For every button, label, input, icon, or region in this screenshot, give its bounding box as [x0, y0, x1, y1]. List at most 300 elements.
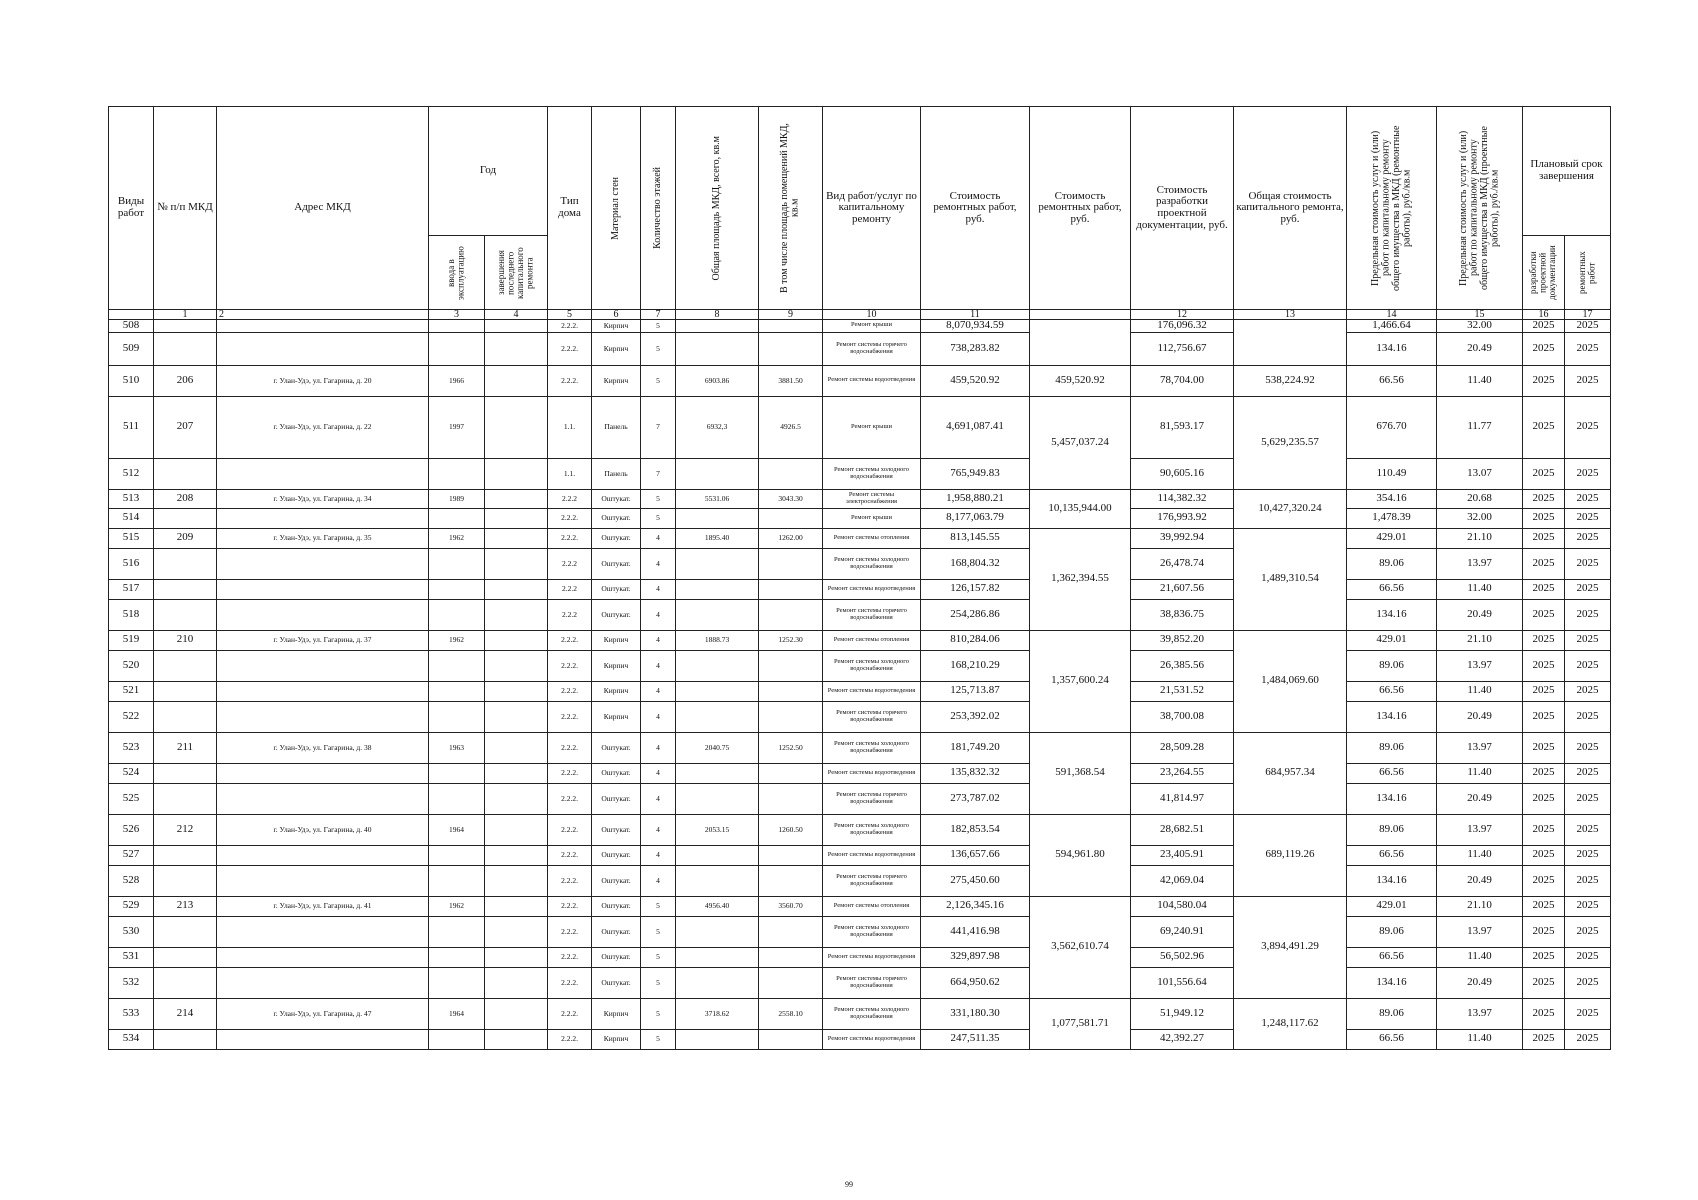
- cell-premises-area: [759, 681, 823, 701]
- cell-address: г. Улан-Удэ, ул. Гагарина, д. 34: [217, 489, 429, 508]
- cell-design-cost: 21,531.52: [1131, 681, 1234, 701]
- cell-work-type: Ремонт системы водоотведения: [823, 763, 921, 783]
- cell-limit-repair: 134.16: [1347, 599, 1437, 630]
- cell-repair-cost: 1,958,880.21: [921, 489, 1030, 508]
- cell-design-cost: 21,607.56: [1131, 579, 1234, 599]
- cell-work-type: Ремонт системы электроснабжения: [823, 489, 921, 508]
- cell-house-type: 2.2.2.: [548, 865, 592, 896]
- cell-row-number: 519: [109, 630, 154, 650]
- cell-deadline-design: 2025: [1523, 599, 1565, 630]
- header-year-last-repair: [485, 236, 548, 310]
- cell-repair-cost: 813,145.55: [921, 528, 1030, 548]
- cell-floors: 4: [641, 528, 676, 548]
- cell-floors: 4: [641, 630, 676, 650]
- table-row: [109, 701, 1611, 732]
- table-row: [109, 845, 1611, 865]
- cell-year-commissioning: 1964: [429, 814, 485, 845]
- header-deadline-repair: [1565, 236, 1611, 310]
- cell-deadline-design: 2025: [1523, 814, 1565, 845]
- cell-address: г. Улан-Удэ, ул. Гагарина, д. 40: [217, 814, 429, 845]
- cell-house-type: 2.2.2.: [548, 896, 592, 916]
- cell-year-commissioning: [429, 681, 485, 701]
- cell-mkd-number: [154, 763, 217, 783]
- cell-year-last-repair: [485, 845, 548, 865]
- cell-repair-cost: 168,804.32: [921, 548, 1030, 579]
- cell-premises-area: [759, 916, 823, 947]
- cell-total-area: [676, 865, 759, 896]
- cell-year-commissioning: 1966: [429, 365, 485, 396]
- cell-floors: 5: [641, 489, 676, 508]
- cell-wall-material: Кирпич: [592, 701, 641, 732]
- cell-work-type: Ремонт системы горячего водоснабжения: [823, 599, 921, 630]
- cell-deadline-repair: 2025: [1565, 896, 1611, 916]
- cell-total-area: 2053.15: [676, 814, 759, 845]
- cell-mkd-number: [154, 650, 217, 681]
- cell-repair-cost: 253,392.02: [921, 701, 1030, 732]
- cell-mkd-number: [154, 845, 217, 865]
- cell-limit-design: 20.49: [1437, 865, 1523, 896]
- cell-house-type: 2.2.2.: [548, 332, 592, 365]
- colnum-3: 3: [429, 310, 485, 320]
- cell-repair-cost: 441,416.98: [921, 916, 1030, 947]
- cell-deadline-design: 2025: [1523, 681, 1565, 701]
- cell-limit-design: 11.40: [1437, 947, 1523, 967]
- cell-year-commissioning: [429, 967, 485, 998]
- cell-limit-repair: 429.01: [1347, 630, 1437, 650]
- cell-mkd-number: [154, 320, 217, 333]
- cell-repair-cost-total: 459,520.92: [1030, 365, 1131, 396]
- cell-limit-design: 20.49: [1437, 701, 1523, 732]
- cell-design-cost: 26,478.74: [1131, 548, 1234, 579]
- register-page: [108, 106, 1610, 1050]
- cell-deadline-repair: 2025: [1565, 998, 1611, 1029]
- cell-limit-design: 11.40: [1437, 681, 1523, 701]
- cell-year-last-repair: [485, 947, 548, 967]
- cell-address: [217, 783, 429, 814]
- cell-limit-repair: 66.56: [1347, 681, 1437, 701]
- cell-limit-design: 20.49: [1437, 332, 1523, 365]
- cell-row-number: 514: [109, 508, 154, 528]
- cell-limit-repair: 66.56: [1347, 579, 1437, 599]
- cell-total-area: 4956.40: [676, 896, 759, 916]
- cell-deadline-repair: 2025: [1565, 489, 1611, 508]
- cell-address: г. Улан-Удэ, ул. Гагарина, д. 22: [217, 396, 429, 458]
- repair-plan-table: [108, 106, 1611, 1050]
- cell-address: г. Улан-Удэ, ул. Гагарина, д. 41: [217, 896, 429, 916]
- cell-design-cost: 41,814.97: [1131, 783, 1234, 814]
- cell-deadline-repair: 2025: [1565, 579, 1611, 599]
- cell-work-type: Ремонт системы холодного водоснабжения: [823, 458, 921, 489]
- cell-repair-cost: 181,749.20: [921, 732, 1030, 763]
- cell-premises-area: 1262.00: [759, 528, 823, 548]
- cell-deadline-design: 2025: [1523, 998, 1565, 1029]
- cell-year-last-repair: [485, 489, 548, 508]
- cell-year-last-repair: [485, 763, 548, 783]
- table-row: [109, 947, 1611, 967]
- cell-row-number: 528: [109, 865, 154, 896]
- cell-deadline-repair: 2025: [1565, 967, 1611, 998]
- cell-wall-material: Оштукат.: [592, 814, 641, 845]
- cell-wall-material: Кирпич: [592, 681, 641, 701]
- cell-year-commissioning: [429, 845, 485, 865]
- cell-address: [217, 916, 429, 947]
- colnum-9: 9: [759, 310, 823, 320]
- cell-wall-material: Оштукат.: [592, 763, 641, 783]
- cell-limit-design: 11.40: [1437, 1029, 1523, 1049]
- cell-year-commissioning: 1997: [429, 396, 485, 458]
- cell-design-cost: 42,069.04: [1131, 865, 1234, 896]
- cell-premises-area: 1252.50: [759, 732, 823, 763]
- colnum-5: 5: [548, 310, 592, 320]
- cell-limit-repair: 134.16: [1347, 783, 1437, 814]
- cell-wall-material: Кирпич: [592, 332, 641, 365]
- cell-work-type: Ремонт системы горячего водоснабжения: [823, 967, 921, 998]
- cell-house-type: 2.2.2.: [548, 365, 592, 396]
- cell-wall-material: Оштукат.: [592, 508, 641, 528]
- cell-repair-cost-total: 5,457,037.24: [1030, 396, 1131, 489]
- cell-deadline-repair: 2025: [1565, 916, 1611, 947]
- cell-wall-material: Оштукат.: [592, 947, 641, 967]
- cell-deadline-repair: 2025: [1565, 630, 1611, 650]
- cell-limit-repair: 134.16: [1347, 332, 1437, 365]
- cell-repair-cost: 135,832.32: [921, 763, 1030, 783]
- cell-premises-area: [759, 650, 823, 681]
- header-floors: [641, 107, 676, 310]
- cell-row-number: 511: [109, 396, 154, 458]
- cell-deadline-repair: 2025: [1565, 814, 1611, 845]
- cell-mkd-number: 211: [154, 732, 217, 763]
- cell-row-number: 523: [109, 732, 154, 763]
- cell-design-cost: 51,949.12: [1131, 998, 1234, 1029]
- cell-design-cost: 28,682.51: [1131, 814, 1234, 845]
- cell-deadline-repair: 2025: [1565, 528, 1611, 548]
- table-row: [109, 783, 1611, 814]
- cell-deadline-repair: 2025: [1565, 458, 1611, 489]
- cell-deadline-design: 2025: [1523, 630, 1565, 650]
- header-nomer-mkd: № п/п МКД: [154, 107, 217, 310]
- cell-house-type: 2.2.2.: [548, 732, 592, 763]
- cell-year-last-repair: [485, 650, 548, 681]
- cell-year-last-repair: [485, 1029, 548, 1049]
- colnum-15: 15: [1437, 310, 1523, 320]
- header-vid-rabot: Виды работ: [109, 107, 154, 310]
- cell-design-cost: 39,992.94: [1131, 528, 1234, 548]
- cell-premises-area: [759, 332, 823, 365]
- cell-wall-material: Кирпич: [592, 650, 641, 681]
- cell-deadline-repair: 2025: [1565, 332, 1611, 365]
- table-row: [109, 814, 1611, 845]
- cell-total-area: [676, 508, 759, 528]
- cell-work-type: Ремонт системы горячего водоснабжения: [823, 783, 921, 814]
- cell-house-type: 2.2.2.: [548, 681, 592, 701]
- cell-premises-area: [759, 865, 823, 896]
- cell-mkd-number: [154, 1029, 217, 1049]
- cell-design-cost: 101,556.64: [1131, 967, 1234, 998]
- cell-total-cost: 689,119.26: [1234, 814, 1347, 896]
- table-body: [109, 320, 1611, 1050]
- cell-deadline-repair: 2025: [1565, 1029, 1611, 1049]
- cell-limit-design: 20.49: [1437, 783, 1523, 814]
- cell-limit-repair: 429.01: [1347, 896, 1437, 916]
- cell-limit-design: 21.10: [1437, 896, 1523, 916]
- header-floors-text: Количество этажей: [651, 167, 663, 249]
- cell-premises-area: [759, 548, 823, 579]
- cell-premises-area: [759, 1029, 823, 1049]
- cell-row-number: 508: [109, 320, 154, 333]
- cell-repair-cost: 126,157.82: [921, 579, 1030, 599]
- cell-total-area: [676, 967, 759, 998]
- cell-premises-area: 4926.5: [759, 396, 823, 458]
- table-row: [109, 396, 1611, 458]
- cell-row-number: 509: [109, 332, 154, 365]
- cell-address: [217, 320, 429, 333]
- cell-year-last-repair: [485, 579, 548, 599]
- cell-year-last-repair: [485, 701, 548, 732]
- cell-total-area: 6903.86: [676, 365, 759, 396]
- cell-deadline-repair: 2025: [1565, 365, 1611, 396]
- cell-premises-area: 1252.30: [759, 630, 823, 650]
- cell-total-area: [676, 548, 759, 579]
- cell-year-last-repair: [485, 916, 548, 947]
- cell-deadline-repair: 2025: [1565, 548, 1611, 579]
- cell-limit-repair: 66.56: [1347, 947, 1437, 967]
- cell-repair-cost: 459,520.92: [921, 365, 1030, 396]
- cell-repair-cost: 2,126,345.16: [921, 896, 1030, 916]
- cell-year-commissioning: 1962: [429, 528, 485, 548]
- cell-repair-cost: 738,283.82: [921, 332, 1030, 365]
- cell-floors: 5: [641, 365, 676, 396]
- colnum-11: 11: [921, 310, 1030, 320]
- cell-year-last-repair: [485, 508, 548, 528]
- table-row: [109, 681, 1611, 701]
- cell-deadline-design: 2025: [1523, 896, 1565, 916]
- cell-total-cost: 1,489,310.54: [1234, 528, 1347, 630]
- cell-work-type: Ремонт крыши: [823, 396, 921, 458]
- cell-design-cost: 23,405.91: [1131, 845, 1234, 865]
- colnum-6: 6: [592, 310, 641, 320]
- cell-premises-area: [759, 701, 823, 732]
- cell-total-cost: 538,224.92: [1234, 365, 1347, 396]
- cell-floors: 4: [641, 845, 676, 865]
- cell-mkd-number: [154, 967, 217, 998]
- cell-floors: 4: [641, 783, 676, 814]
- cell-work-type: Ремонт системы водоотведения: [823, 845, 921, 865]
- cell-year-last-repair: [485, 365, 548, 396]
- cell-year-commissioning: [429, 332, 485, 365]
- cell-year-last-repair: [485, 548, 548, 579]
- table-row: [109, 548, 1611, 579]
- cell-limit-design: 13.97: [1437, 548, 1523, 579]
- cell-year-commissioning: [429, 916, 485, 947]
- cell-deadline-design: 2025: [1523, 783, 1565, 814]
- cell-work-type: Ремонт крыши: [823, 508, 921, 528]
- cell-limit-repair: 89.06: [1347, 732, 1437, 763]
- cell-wall-material: Оштукат.: [592, 528, 641, 548]
- cell-floors: 4: [641, 865, 676, 896]
- cell-repair-cost-total: [1030, 320, 1131, 366]
- cell-wall-material: Оштукат.: [592, 548, 641, 579]
- cell-total-area: [676, 579, 759, 599]
- cell-mkd-number: [154, 916, 217, 947]
- cell-mkd-number: [154, 783, 217, 814]
- cell-floors: 4: [641, 763, 676, 783]
- cell-premises-area: [759, 783, 823, 814]
- cell-repair-cost: 182,853.54: [921, 814, 1030, 845]
- header-deadline-repair-text: ремонтных работ: [1577, 251, 1597, 294]
- cell-total-area: [676, 332, 759, 365]
- cell-deadline-repair: 2025: [1565, 845, 1611, 865]
- cell-deadline-repair: 2025: [1565, 650, 1611, 681]
- cell-limit-repair: 66.56: [1347, 763, 1437, 783]
- cell-address: [217, 947, 429, 967]
- cell-premises-area: [759, 320, 823, 333]
- cell-design-cost: 38,700.08: [1131, 701, 1234, 732]
- cell-house-type: 2.2.2: [548, 599, 592, 630]
- cell-year-commissioning: [429, 865, 485, 896]
- colnum-16: 16: [1523, 310, 1565, 320]
- cell-limit-repair: 1,466.64: [1347, 320, 1437, 333]
- colnum-17: 17: [1565, 310, 1611, 320]
- table-header: [109, 107, 1611, 320]
- cell-address: [217, 548, 429, 579]
- cell-floors: 5: [641, 916, 676, 947]
- cell-deadline-repair: 2025: [1565, 763, 1611, 783]
- cell-work-type: Ремонт системы отопления: [823, 896, 921, 916]
- cell-row-number: 518: [109, 599, 154, 630]
- colnum-7: 7: [641, 310, 676, 320]
- header-address: Адрес МКД: [217, 107, 429, 310]
- cell-work-type: Ремонт системы холодного водоснабжения: [823, 548, 921, 579]
- cell-repair-cost: 810,284.06: [921, 630, 1030, 650]
- header-limit-repair: [1347, 107, 1437, 310]
- cell-row-number: 526: [109, 814, 154, 845]
- cell-premises-area: [759, 458, 823, 489]
- cell-mkd-number: 208: [154, 489, 217, 508]
- cell-repair-cost: 8,177,063.79: [921, 508, 1030, 528]
- cell-year-last-repair: [485, 320, 548, 333]
- cell-wall-material: Оштукат.: [592, 967, 641, 998]
- cell-limit-repair: 134.16: [1347, 967, 1437, 998]
- cell-mkd-number: 209: [154, 528, 217, 548]
- cell-wall-material: Оштукат.: [592, 599, 641, 630]
- cell-house-type: 2.2.2.: [548, 947, 592, 967]
- cell-deadline-repair: 2025: [1565, 681, 1611, 701]
- cell-deadline-design: 2025: [1523, 332, 1565, 365]
- cell-wall-material: Кирпич: [592, 320, 641, 333]
- table-row: [109, 508, 1611, 528]
- cell-row-number: 516: [109, 548, 154, 579]
- cell-total-area: [676, 783, 759, 814]
- cell-address: г. Улан-Удэ, ул. Гагарина, д. 37: [217, 630, 429, 650]
- cell-total-cost: 10,427,320.24: [1234, 489, 1347, 528]
- cell-row-number: 512: [109, 458, 154, 489]
- cell-total-cost: 3,894,491.29: [1234, 896, 1347, 998]
- cell-design-cost: 176,993.92: [1131, 508, 1234, 528]
- cell-house-type: 2.2.2: [548, 548, 592, 579]
- cell-total-cost: 5,629,235.57: [1234, 396, 1347, 489]
- header-limit-design-text: Предельная стоимость услуг и (или) работ по капитальному ремонту общего имущества в МКД (проектные работы), руб./кв.м: [1457, 126, 1500, 290]
- cell-year-last-repair: [485, 732, 548, 763]
- cell-deadline-repair: 2025: [1565, 320, 1611, 333]
- header-repair-cost-1: Стоимость ремонтных работ, руб.: [921, 107, 1030, 310]
- cell-design-cost: 90,605.16: [1131, 458, 1234, 489]
- cell-year-commissioning: [429, 783, 485, 814]
- cell-total-area: 3718.62: [676, 998, 759, 1029]
- cell-limit-design: 11.40: [1437, 365, 1523, 396]
- cell-house-type: 2.2.2.: [548, 916, 592, 947]
- cell-total-area: 6932,3: [676, 396, 759, 458]
- cell-floors: 5: [641, 508, 676, 528]
- cell-repair-cost: 8,070,934.59: [921, 320, 1030, 333]
- cell-floors: 4: [641, 814, 676, 845]
- cell-mkd-number: 214: [154, 998, 217, 1029]
- cell-row-number: 527: [109, 845, 154, 865]
- cell-year-last-repair: [485, 396, 548, 458]
- cell-total-area: 1895.40: [676, 528, 759, 548]
- cell-premises-area: [759, 508, 823, 528]
- cell-house-type: 2.2.2.: [548, 763, 592, 783]
- cell-repair-cost-total: 10,135,944.00: [1030, 489, 1131, 528]
- cell-address: [217, 701, 429, 732]
- cell-limit-design: 11.40: [1437, 845, 1523, 865]
- cell-premises-area: 3560.70: [759, 896, 823, 916]
- cell-total-area: [676, 599, 759, 630]
- cell-limit-repair: 89.06: [1347, 548, 1437, 579]
- cell-limit-repair: 89.06: [1347, 650, 1437, 681]
- cell-year-last-repair: [485, 814, 548, 845]
- cell-design-cost: 176,096.32: [1131, 320, 1234, 333]
- cell-work-type: Ремонт системы водоотведения: [823, 579, 921, 599]
- cell-year-commissioning: [429, 947, 485, 967]
- cell-premises-area: [759, 599, 823, 630]
- cell-floors: 4: [641, 548, 676, 579]
- colnum-12: 12: [1131, 310, 1234, 320]
- cell-mkd-number: [154, 548, 217, 579]
- cell-deadline-design: 2025: [1523, 489, 1565, 508]
- cell-repair-cost: 331,180.30: [921, 998, 1030, 1029]
- cell-year-commissioning: [429, 458, 485, 489]
- header-deadline-design-text: разработки проектной документации: [1528, 245, 1558, 300]
- table-row: [109, 650, 1611, 681]
- cell-address: [217, 865, 429, 896]
- cell-row-number: 515: [109, 528, 154, 548]
- cell-row-number: 517: [109, 579, 154, 599]
- cell-mkd-number: 207: [154, 396, 217, 458]
- cell-limit-design: 32.00: [1437, 320, 1523, 333]
- cell-work-type: Ремонт системы отопления: [823, 528, 921, 548]
- cell-limit-repair: 429.01: [1347, 528, 1437, 548]
- cell-deadline-repair: 2025: [1565, 865, 1611, 896]
- cell-house-type: 2.2.2.: [548, 1029, 592, 1049]
- colnum-4: 4: [485, 310, 548, 320]
- cell-total-area: [676, 845, 759, 865]
- cell-work-type: Ремонт крыши: [823, 320, 921, 333]
- cell-work-type: Ремонт системы водоотведения: [823, 365, 921, 396]
- cell-limit-repair: 89.06: [1347, 998, 1437, 1029]
- cell-mkd-number: 206: [154, 365, 217, 396]
- cell-limit-design: 32.00: [1437, 508, 1523, 528]
- cell-limit-design: 20.68: [1437, 489, 1523, 508]
- cell-wall-material: Оштукат.: [592, 865, 641, 896]
- cell-total-area: [676, 763, 759, 783]
- cell-total-cost: [1234, 320, 1347, 366]
- table-row: [109, 732, 1611, 763]
- cell-limit-repair: 354.16: [1347, 489, 1437, 508]
- table-row: [109, 916, 1611, 947]
- table-row: [109, 599, 1611, 630]
- cell-work-type: Ремонт системы отопления: [823, 630, 921, 650]
- header-limit-design: [1437, 107, 1523, 310]
